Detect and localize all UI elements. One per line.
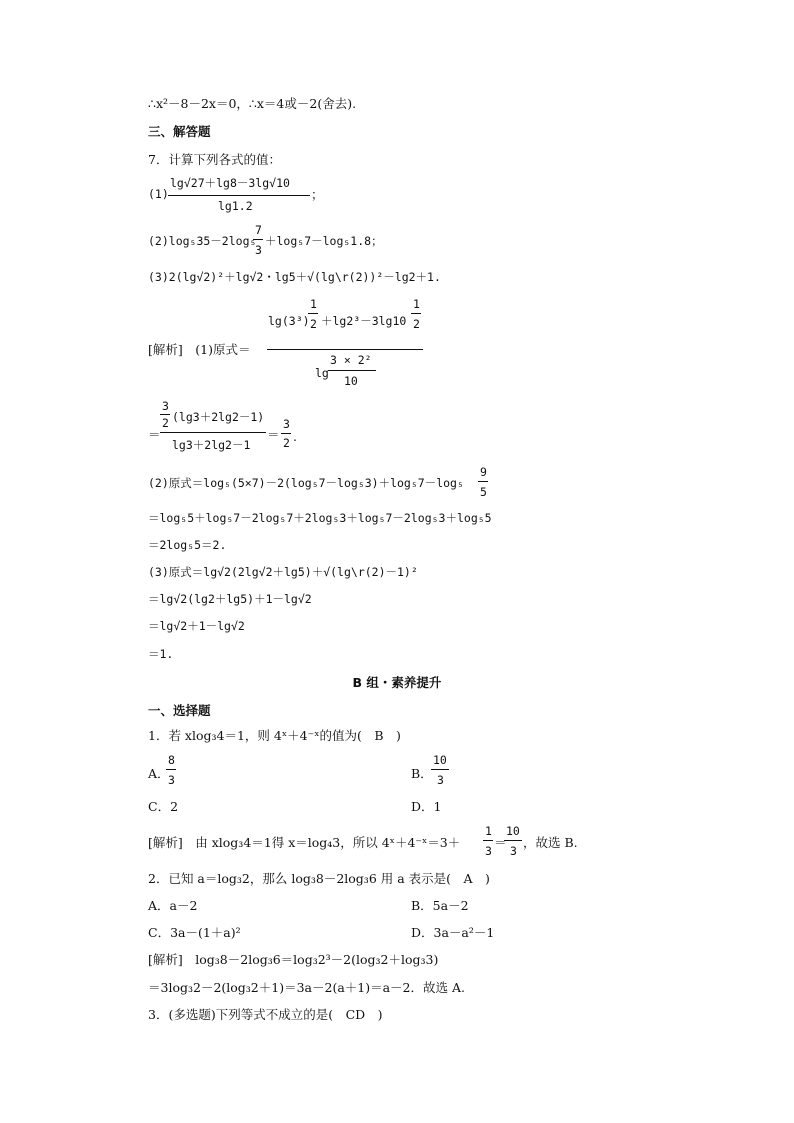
q7-part1-numerator: lg√27＋lg8－3lg√10 — [170, 176, 290, 190]
s3-line1: (3)原式＝lg√2(2lg√2＋lg5)＋√(lg\r(2)－1)² — [148, 565, 418, 579]
p1-option-a-num: 8 — [168, 753, 175, 767]
p1-option-c: C．2 — [148, 799, 179, 814]
p2-option-a: A．a－2 — [148, 898, 198, 913]
problem-2-stem: 2．已知 a＝log₃2，那么 log₃8－2log₃6 用 a 表示是( A ) — [148, 871, 490, 886]
q7-part2-a: (2)log₅35－2log₅ — [148, 234, 257, 248]
s1b-res-bar — [281, 433, 291, 434]
s1-half1-bar — [308, 313, 318, 314]
s1-den-num: 3 × 2² — [330, 353, 372, 367]
p1-sol-f1-num: 1 — [485, 824, 492, 838]
s1-main-fraction-bar — [267, 349, 423, 350]
p1-option-b-den: 3 — [437, 773, 444, 787]
p1-option-b-num: 10 — [433, 753, 447, 767]
s1b-eq: ＝ — [148, 427, 161, 442]
q7-part2-b: ＋log₅7－log₅1.8； — [265, 234, 383, 248]
q7-part2-frac-bar — [253, 239, 263, 240]
s1-half1-num: 1 — [310, 297, 317, 311]
q7-part1-label: (1) — [148, 187, 169, 201]
s1b-den: lg3＋2lg2－1 — [172, 438, 251, 452]
s1-label: [解析] (1)原式＝ — [148, 342, 251, 357]
p2-solution-2: ＝3log₃2－2(log₃2＋1)＝3a－2(a＋1)＝a－2．故选 A. — [148, 980, 465, 995]
s1b-main-bar — [160, 432, 266, 433]
s2-line3: ＝2log₅5＝2. — [148, 538, 227, 552]
p1-solution-b: ，故选 B. — [523, 835, 578, 850]
q7-part1-fraction-bar — [168, 195, 310, 196]
group-b-heading: B 组・素养提升 — [352, 675, 442, 690]
s1-half2-num: 1 — [413, 297, 420, 311]
s1-half2-den: 2 — [413, 317, 420, 331]
s1b-frac-bar-small — [160, 414, 170, 415]
p2-option-d: D．3a－a²－1 — [411, 925, 495, 940]
s1-half2-bar — [411, 313, 421, 314]
s1b-res-num: 3 — [283, 417, 290, 431]
p1-option-b-label: B． — [411, 766, 433, 781]
s2-frac-num: 9 — [480, 465, 487, 479]
s1-half1-den: 2 — [310, 317, 317, 331]
q7-part3: (3)2(lg√2)²＋lg√2・lg5＋√(lg\r(2))²－lg2＋1. — [148, 270, 441, 284]
s1b-dot: . — [293, 429, 297, 444]
s1b-res-den: 2 — [283, 436, 290, 450]
s1b-eq2: ＝ — [267, 427, 280, 442]
s1-numerator-a: lg(3³) — [268, 314, 310, 328]
p1-sol-f2-den: 3 — [510, 844, 517, 858]
s1-numerator-b: ＋lg2³－3lg10 — [321, 314, 407, 328]
p1-option-d: D．1 — [411, 799, 442, 814]
p2-option-b: B．5a－2 — [411, 898, 469, 913]
q7-part2-frac-den: 3 — [255, 243, 262, 257]
p1-option-a-label: A． — [148, 766, 170, 781]
q7-part1-semicolon: ； — [311, 187, 324, 202]
question-7-stem: 7．计算下列各式的值： — [148, 152, 281, 167]
p1-option-b-bar — [431, 769, 449, 770]
s3-line3: ＝lg√2＋1－lg√2 — [148, 619, 245, 633]
s1-den-den: 10 — [344, 374, 358, 388]
s3-line2: ＝lg√2(lg2＋lg5)＋1－lg√2 — [148, 592, 312, 606]
s1-den-lg: lg — [315, 366, 329, 380]
s2-frac-den: 5 — [480, 485, 487, 499]
p2-option-c: C．3a－(1＋a)² — [148, 925, 241, 940]
p2-solution-1: [解析] log₃8－2log₃6＝log₃2³－2(log₃2＋log₃3) — [148, 952, 439, 967]
problem-3-stem: 3．(多选题)下列等式不成立的是( CD ) — [148, 1007, 383, 1022]
p1-sol-f2-bar — [504, 840, 522, 841]
p1-solution-a: [解析] 由 xlog₃4＝1得 x＝log₄3，所以 4ˣ＋4⁻ˣ＝3＋ — [148, 835, 461, 850]
s1b-num-rest: (lg3＋2lg2－1) — [172, 410, 265, 424]
section-heading-answers: 三、解答题 — [148, 124, 211, 139]
s2-line1: (2)原式＝log₅(5×7)－2(log₅7－log₅3)＋log₅7－log₅ — [148, 476, 464, 490]
solution-tail-line: ∴x²－8－2x＝0，∴x＝4或－2(舍去). — [148, 96, 357, 111]
problem-1-stem: 1．若 xlog₃4＝1，则 4ˣ＋4⁻ˣ的值为( B ) — [148, 728, 401, 743]
s2-line2: ＝log₅5＋log₅7－2log₅7＋2log₅3＋log₅7－2log₅3＋log₅5 — [148, 511, 492, 525]
s3-line4: ＝1. — [148, 647, 174, 661]
p1-sol-f2-num: 10 — [506, 824, 520, 838]
q7-part2-frac-num: 7 — [255, 223, 262, 237]
p1-sol-eq: ＝ — [494, 835, 507, 850]
q7-part1-denominator: lg1.2 — [218, 199, 253, 213]
s1-den-bar — [328, 370, 376, 371]
s2-frac-bar — [478, 481, 488, 482]
p1-sol-f1-den: 3 — [485, 844, 492, 858]
p1-option-a-den: 3 — [168, 773, 175, 787]
section-heading-choice: 一、选择题 — [148, 703, 211, 718]
p1-sol-f1-bar — [483, 840, 493, 841]
s1b-frac-num: 3 — [162, 399, 169, 413]
p1-option-a-bar — [166, 769, 176, 770]
s1b-frac-den: 2 — [162, 416, 169, 430]
